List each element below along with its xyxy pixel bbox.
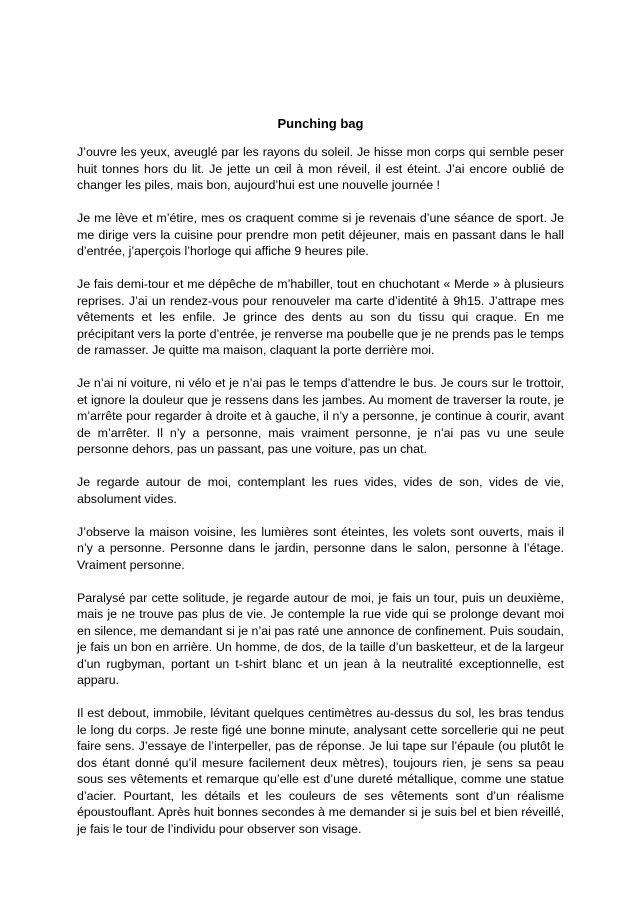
paragraph-8: Il est debout, immobile, lévitant quelques centimètres au-dessus du sol, les bras tendus le long du corps. Je reste figé une bonne minute, analysant cette sorcellerie qui ne peut faire sens. J’essaye de l’interpeller, pas de réponse. Je lui tape sur l’épaule (ou plutôt le dos étant donné qu’il mesure facilement deux mètres), toujours rien, je sens sa peau sous ses vêtements et remarque qu’elle est d’une dureté métallique, comme une statue d’acier. Pourtant, les détails et les couleurs de ses vêtements sont d’un réalisme époustouflant. Après huit bonnes secondes à me demander si je suis bel et bien réveillé, je fais le tour de l’individu pour observer son visage. xyxy=(77,706,564,836)
paragraph-3: Je fais demi-tour et me dépêche de m’habiller, tout en chuchotant « Merde » à plusieurs reprises. J’ai un rendez-vous pour renouveler ma carte d’identité à 9h15. J’attrape mes vêtements et les enfile. Je grince des dents au son du tissu qui craque. En me précipitant vers la porte d’entrée, je renverse ma poubelle que je ne prends pas le temps de ramasser. Je quitte ma maison, claquant la porte derrière moi. xyxy=(77,277,564,357)
paragraph-7: Paralysé par cette solitude, je regarde autour de moi, je fais un tour, puis un deuxième, mais je ne trouve pas plus de vie. Je contemple la rue vide qui se prolonge devant moi en silence, me demandant si je n’ai pas raté une annonce de confinement. Puis soudain, je fais un bon en arrière. Un homme, de dos, de la taille d’un basketteur, et de la largeur d’un rugbyman, portant un t-shirt blanc et un jean à la neutralité exceptionnelle, est apparu. xyxy=(77,590,564,687)
document-body xyxy=(77,116,564,854)
paragraph-2: Je me lève et m’étire, mes os craquent comme si je revenais d’une séance de sport. Je me dirige vers la cuisine pour prendre mon petit déjeuner, mais en passant dans le hall d’entrée, j’aperçois l’horloge qui affiche 9 heures pile. xyxy=(77,211,564,258)
paragraph-6: J’observe la maison voisine, les lumières sont éteintes, les volets sont ouverts, mais il n’y a personne. Personne dans le jardin, personne dans le salon, personne à l’étage. Vraiment personne. xyxy=(77,524,564,572)
document-title: Punching bag xyxy=(277,116,364,131)
paragraph-5: Je regarde autour de moi, contemplant les rues vides, vides de son, vides de vie, absolument vides. xyxy=(77,475,564,506)
paragraph-4: Je n’ai ni voiture, ni vélo et je n’ai pas le temps d’attendre le bus. Je cours sur le trottoir, et ignore la douleur que je ressens dans les jambes. Au moment de traverser la route, je m’arrête pour regarder à droite et à gauche, il n’y a personne, je continue à courir, avant de m’arrêter. Il n’y a personne, mais vraiment personne, je n’ai pas vu une seule personne dehors, pas un passant, pas une voiture, pas un chat. xyxy=(77,376,564,456)
paragraph-1: J’ouvre les yeux, aveuglé par les rayons du soleil. Je hisse mon corps qui semble peser huit tonnes hors du lit. Je jette un œil à mon réveil, il est éteint. J’ai encore oublié de changer les piles, mais bon, aujourd’hui est une nouvelle journée ! xyxy=(77,145,564,192)
